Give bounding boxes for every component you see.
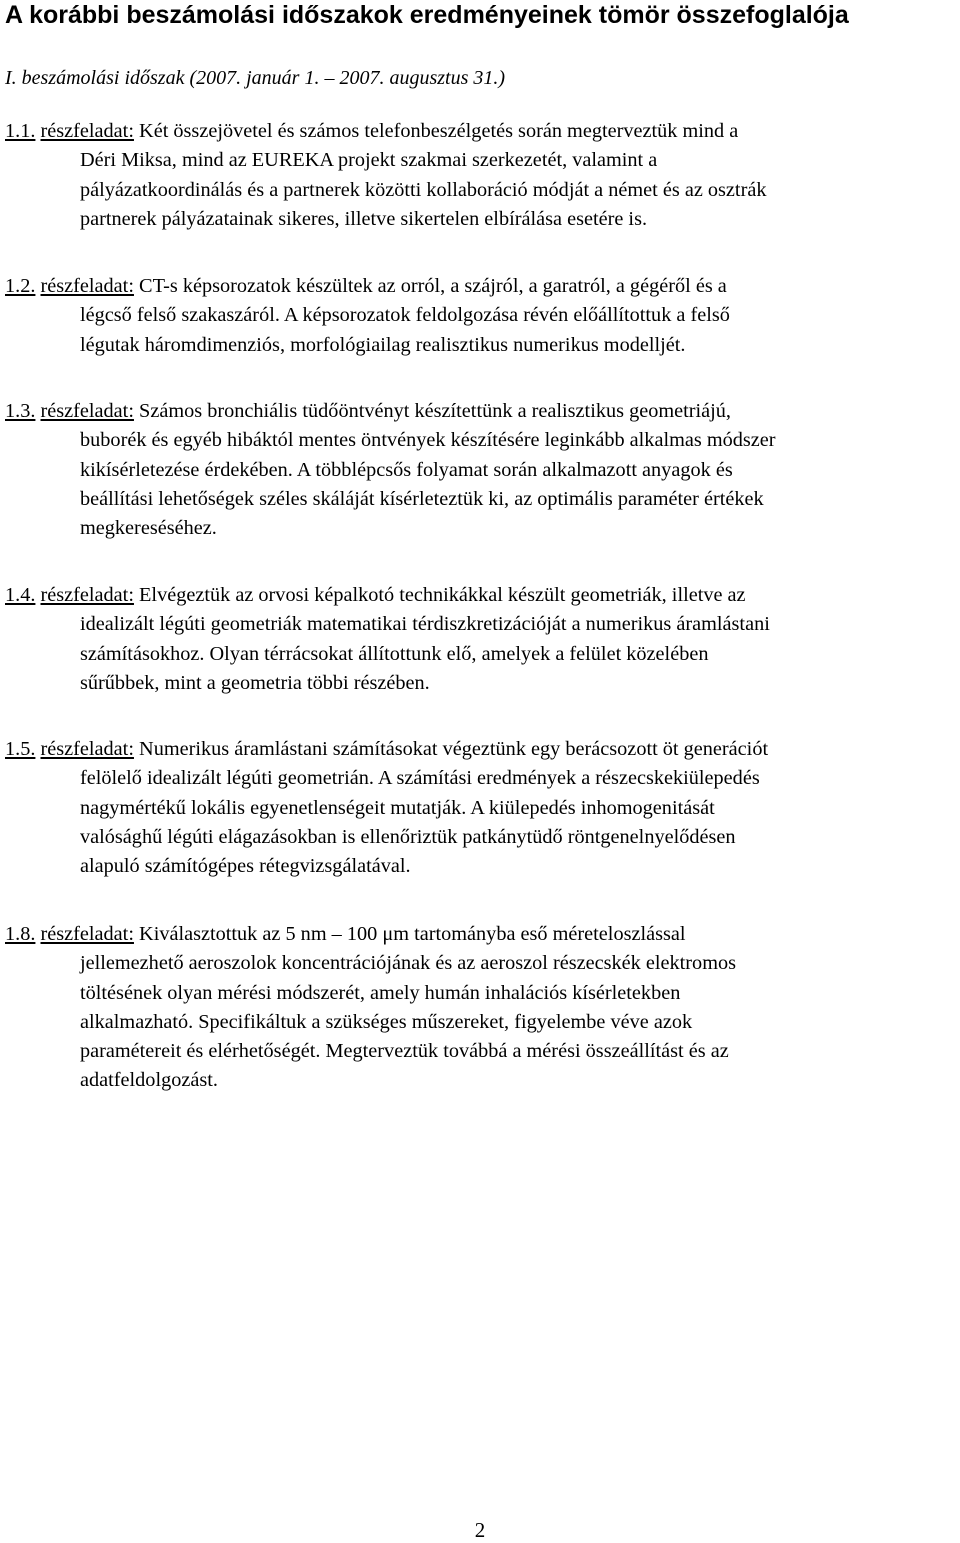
task-line: valósághű légúti elágazásokban is ellenőriztük patkánytüdő röntgenelnyelődésen	[80, 825, 736, 848]
task-line	[5, 272, 955, 301]
task-line	[5, 397, 955, 426]
task-number: 1.1.	[5, 120, 36, 142]
task-number: 1.8.	[5, 923, 36, 945]
task-line: alkalmazható. Specifikáltuk a szükséges műszereket, figyelembe véve azok	[80, 1010, 693, 1033]
task-line: légcső felső szakaszáról. A képsorozatok feldolgozása révén előállítottuk a felső	[80, 304, 730, 327]
task-number: 1.2.	[5, 275, 36, 297]
task-line: számításokhoz. Olyan térrácsokat állítottunk elő, amelyek a felület közelében	[80, 642, 709, 665]
task-line: Déri Miksa, mind az EUREKA projekt szakmai szerkezetét, valamint a	[80, 149, 658, 172]
task-1-4	[5, 581, 955, 698]
task-line	[5, 735, 955, 764]
task-line: buborék és egyéb hibáktól mentes öntvények készítésére leginkább alkalmas módszer	[80, 429, 776, 452]
task-line: alapuló számítógépes rétegvizsgálatával.	[80, 855, 411, 878]
task-line	[5, 920, 955, 949]
task-line: adatfeldolgozást.	[80, 1069, 218, 1092]
task-label: részfeladat:	[40, 120, 134, 142]
task-label: részfeladat:	[40, 584, 134, 606]
task-line: beállítási lehetőségek széles skáláját kísérleteztük ki, az optimális paraméter értékek	[80, 487, 764, 510]
task-line	[5, 117, 955, 146]
task-text: Kiválasztottuk az 5 nm – 100 μm tartományba eső méreteloszlással	[139, 923, 686, 945]
task-label: részfeladat:	[40, 400, 134, 422]
task-1-5	[5, 735, 955, 881]
task-text: Számos bronchiális tüdőöntvényt készítettünk a realisztikus geometriájú,	[139, 400, 732, 422]
task-1-1	[5, 117, 955, 234]
task-label: részfeladat:	[40, 923, 134, 945]
task-line: pályázatkoordinálás és a partnerek közötti kollaboráció módját a német és az osztrák	[80, 178, 767, 201]
task-1-3	[5, 397, 955, 543]
task-text: Numerikus áramlástani számításokat végeztünk egy berácsozott öt generációt	[139, 738, 769, 760]
task-text: CT-s képsorozatok készültek az orról, a szájról, a garatról, a gégéről és a	[139, 275, 727, 297]
task-line: töltésének olyan mérési módszerét, amely humán inhalációs kísérletekben	[80, 981, 681, 1004]
task-number: 1.5.	[5, 738, 36, 760]
page-number: 2	[474, 1518, 486, 1542]
task-line: megkereséséhez.	[80, 517, 217, 540]
task-line: jellemezhető aeroszolok koncentrációjának és az aeroszol részecskék elektromos	[80, 952, 737, 975]
task-line	[5, 581, 955, 610]
task-line: sűrűbbek, mint a geometria többi részében.	[80, 671, 430, 694]
task-number: 1.4.	[5, 584, 36, 606]
task-1-2	[5, 272, 955, 360]
task-label: részfeladat:	[40, 738, 134, 760]
task-line: nagymértékű lokális egyenetlenségeit mutatják. A kiülepedés inhomogenitását	[80, 796, 715, 819]
task-1-8	[5, 920, 955, 1096]
task-text: Két összejövetel és számos telefonbeszélgetés során megterveztük mind a	[139, 120, 739, 142]
task-line: idealizált légúti geometriák matematikai térdiszkretizációját a numerikus áramlástani	[80, 613, 770, 636]
task-label: részfeladat:	[40, 275, 134, 297]
task-text: Elvégeztük az orvosi képalkotó technikákkal készült geometriák, illetve az	[139, 584, 746, 606]
task-line: felölelő idealizált légúti geometrián. A számítási eredmények a részecskekiülepedés	[80, 767, 760, 790]
task-line: légutak háromdimenziós, morfológiailag realisztikus numerikus modelljét.	[80, 333, 686, 356]
task-line: kikísérletezése érdekében. A többlépcsős folyamat során alkalmazott anyagok és	[80, 458, 733, 481]
task-line: paramétereit és elérhetőségét. Megterveztük továbbá a mérési összeállítást és az	[80, 1040, 729, 1063]
task-line: partnerek pályázatainak sikeres, illetve sikertelen elbírálása esetére is.	[80, 207, 648, 230]
page-title: A korábbi beszámolási időszakok eredményeinek tömör összefoglalója	[5, 1, 849, 29]
period-subtitle: I. beszámolási időszak (2007. január 1. – 2007. augusztus 31.)	[5, 67, 506, 89]
task-number: 1.3.	[5, 400, 36, 422]
